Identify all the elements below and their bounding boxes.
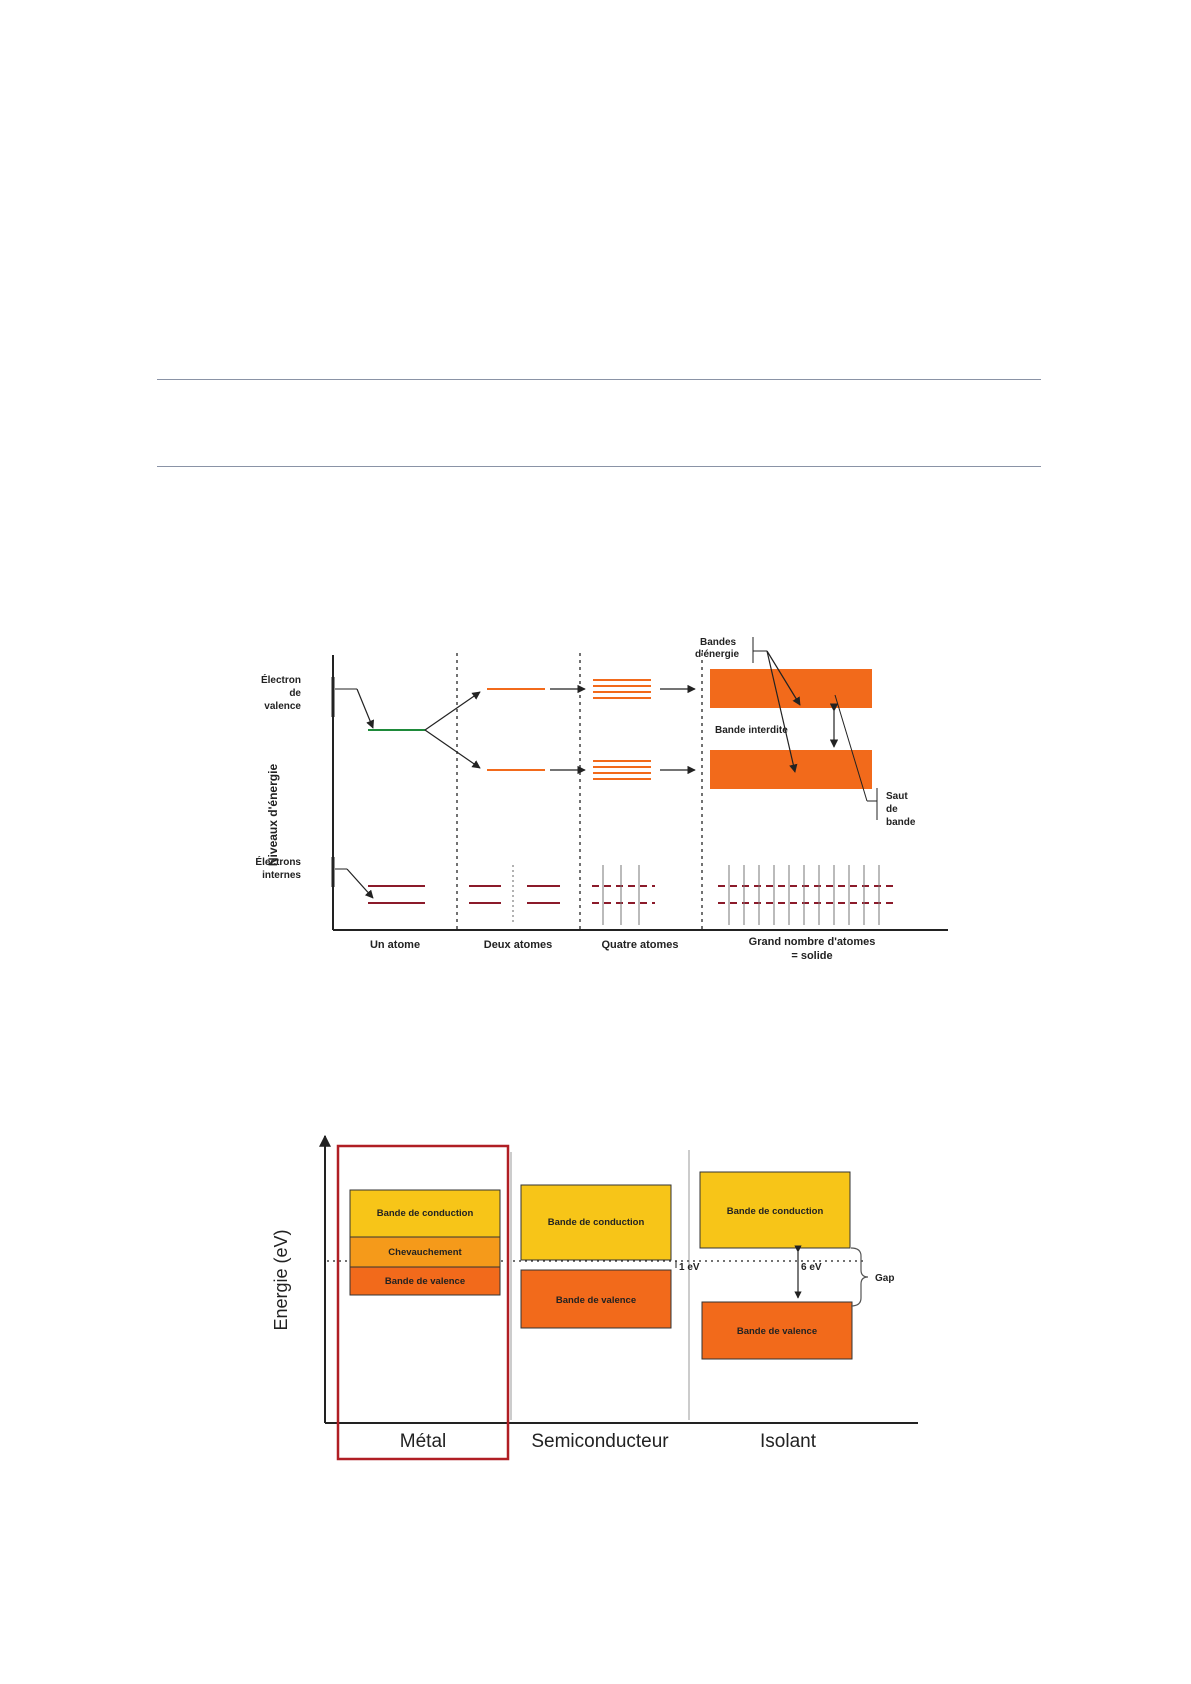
gap-brace xyxy=(851,1248,868,1306)
internal-levels xyxy=(368,886,560,903)
svg-text:internes: internes xyxy=(262,870,301,881)
y-axis-label: Niveaux d'énergie xyxy=(266,763,280,867)
category-semiconductor: Semiconducteur xyxy=(531,1431,669,1452)
gap-label: Gap xyxy=(875,1273,895,1284)
forbidden-band-label: Bande interdite xyxy=(715,725,788,736)
column-label-one-atom: Un atome xyxy=(369,939,421,951)
band-comparison-svg xyxy=(255,1130,935,1475)
figure-energy-bands-formation xyxy=(255,625,955,970)
y-axis-label: Energie (eV) xyxy=(271,1229,291,1331)
top-rule xyxy=(157,379,1041,380)
category-insulator: Isolant xyxy=(760,1431,816,1452)
energy-bands-label xyxy=(695,637,739,660)
insulator-valence-label: Bande de valence xyxy=(736,1326,818,1337)
insulator-conduction-label: Bande de conduction xyxy=(726,1206,824,1217)
svg-text:Saut: Saut xyxy=(886,791,908,802)
svg-text:Électron: Électron xyxy=(260,675,301,686)
upper-energy-band xyxy=(710,669,872,708)
internal-electrons-label xyxy=(255,855,301,881)
svg-text:de: de xyxy=(289,688,301,699)
four-atoms-lower-levels xyxy=(593,761,651,779)
insulator-gap-value: 6 eV xyxy=(801,1262,822,1273)
svg-text:Bandes: Bandes xyxy=(700,637,737,648)
valence-electron-label xyxy=(261,673,301,712)
band-jump-label xyxy=(886,791,916,828)
column-label-two-atoms: Deux atomes xyxy=(483,939,553,951)
energy-bands-svg xyxy=(255,625,955,970)
bottom-rule xyxy=(157,466,1041,467)
semiconductor-valence-label: Bande de valence xyxy=(555,1295,637,1306)
column-label-solid: Grand nombre d'atomes xyxy=(748,936,876,948)
svg-text:bande: bande xyxy=(886,817,916,828)
semiconductor-conduction-label: Bande de conduction xyxy=(547,1217,645,1228)
category-metal: Métal xyxy=(399,1431,447,1452)
figure-band-comparison xyxy=(255,1130,935,1475)
svg-text:de: de xyxy=(886,804,898,815)
svg-text:Électrons: Électrons xyxy=(255,857,301,868)
metal-valence-label: Bande de valence xyxy=(384,1276,466,1287)
metal-conduction-label: Bande de conduction xyxy=(376,1208,474,1219)
metal-overlap-label: Chevauchement xyxy=(388,1247,462,1258)
four-atoms-upper-levels xyxy=(593,680,651,698)
column-label-solid-line2: = solide xyxy=(791,950,833,962)
column-label-four-atoms: Quatre atomes xyxy=(601,939,679,951)
svg-text:valence: valence xyxy=(264,701,301,712)
semiconductor-gap-value: 1 eV xyxy=(679,1262,700,1273)
svg-text:d'énergie: d'énergie xyxy=(695,649,740,660)
